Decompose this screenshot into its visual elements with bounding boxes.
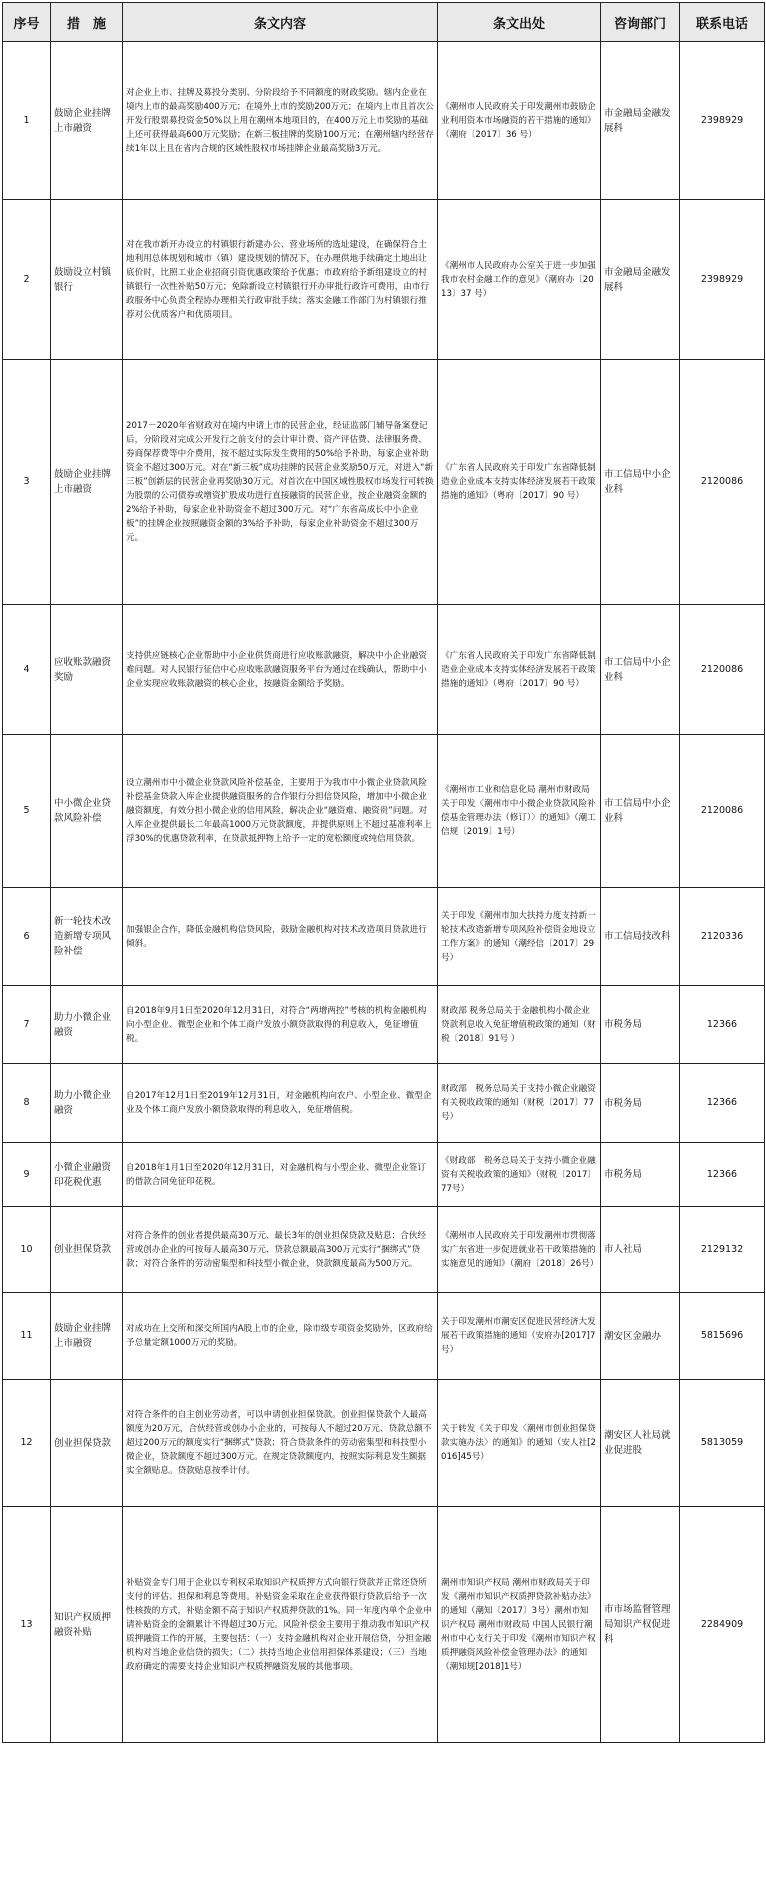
measure-cell: 应收账款融资奖励 (51, 605, 123, 735)
content-cell: 补贴资金专门用于企业以专利权采取知识产权质押方式向银行贷款并正常还贷所支付的评估、担保和利息等费用。补贴资金采取在企业获得银行贷款后给予一次性核拨的方式，补贴金额不高于知识产权质押贷款的1%。同一年度内单个企业申请补贴资金的金额累计不得超过30万元。风险补偿金主要用于推动我市知识产权质押融资工作的开展，主要包括：（一）支持金融机构对企业开展信贷，分担金融机构对当地企业信贷的损失；（二）扶持当地企业信用担保体系建设；（三）当地政府确定的需要支持企业知识产权质押融资发展的其他事项。 (123, 1507, 438, 1743)
table-row (3, 200, 765, 360)
table-row (3, 605, 765, 735)
table-row (3, 735, 765, 888)
phone-cell: 2129132 (680, 1207, 765, 1293)
row-number: 6 (3, 888, 51, 986)
measure-cell: 鼓励企业挂牌上市融资 (51, 42, 123, 200)
content-cell: 自2018年9月1日至2020年12月31日，对符合“两增两控”考核的机构金融机构向小型企业、微型企业和个体工商户发放小额贷款取得的利息收入，免征增值税。 (123, 986, 438, 1064)
source-cell: 《广东省人民政府关于印发广东省降低制造业企业成本支持实体经济发展若干政策措施的通知》（粤府〔2017〕90 号） (438, 360, 601, 605)
row-number: 2 (3, 200, 51, 360)
measure-cell: 中小微企业贷款风险补偿 (51, 735, 123, 888)
row-number: 5 (3, 735, 51, 888)
header-department: 咨询部门 (601, 3, 680, 42)
department-cell: 市工信局中小企业科 (601, 360, 680, 605)
row-number: 13 (3, 1507, 51, 1743)
row-number: 1 (3, 42, 51, 200)
table-row (3, 1143, 765, 1207)
row-number: 12 (3, 1380, 51, 1507)
measure-cell: 创业担保贷款 (51, 1207, 123, 1293)
phone-cell: 2120086 (680, 360, 765, 605)
measure-cell: 鼓励企业挂牌上市融资 (51, 1293, 123, 1380)
table-row (3, 1293, 765, 1380)
phone-cell: 12366 (680, 986, 765, 1064)
content-cell: 对成功在上交所和深交所国内A股上市的企业，除市级专项资金奖励外，区政府给予总量定额1000万元的奖励。 (123, 1293, 438, 1380)
measure-cell: 助力小微企业融资 (51, 986, 123, 1064)
table-row (3, 1380, 765, 1507)
source-cell: 《潮州市人民政府办公室关于进一步加强我市农村金融工作的意见》（潮府办〔2013〕37 号） (438, 200, 601, 360)
content-cell: 自2017年12月1日至2019年12月31日，对金融机构向农户、小型企业、微型企业及个体工商户发放小额贷款取得的利息收入，免征增值税。 (123, 1064, 438, 1143)
phone-cell: 5813059 (680, 1380, 765, 1507)
header-no: 序号 (3, 3, 51, 42)
measure-cell: 新一轮技术改造新增专项风险补偿 (51, 888, 123, 986)
content-cell: 设立潮州市中小微企业贷款风险补偿基金，主要用于为我市中小微企业贷款风险补偿基金贷款入库企业提供融资服务的合作银行分担信贷风险，增加中小微企业融资额度，有效分担小微企业的信用风险，解决企业“融资难、融资贵”问题。对入库企业提供最长二年最高1000万元贷款额度，并提供原则上不超过基准利率上浮30%的优惠贷款利率，在贷款抵押物上给予一定的宽松额度或纯信用贷款。 (123, 735, 438, 888)
row-number: 4 (3, 605, 51, 735)
content-cell: 自2018年1月1日至2020年12月31日，对金融机构与小型企业、微型企业签订的借款合同免征印花税。 (123, 1143, 438, 1207)
content-cell: 加强银企合作，降低金融机构信贷风险，鼓励金融机构对技术改造项目贷款进行倾斜。 (123, 888, 438, 986)
content-cell: 支持供应链核心企业帮助中小企业供货商进行应收账款融资，解决中小企业融资难问题。对人民银行征信中心应收账款融资服务平台为通过在线确认，帮助中小企业实现应收账款融资的核心企业，按融资金额给予奖励。 (123, 605, 438, 735)
source-cell: 《潮州市人民政府关于印发潮州市鼓励企业利用资本市场融资的若干措施的通知》（潮府〔2017〕36 号） (438, 42, 601, 200)
department-cell: 市税务局 (601, 1064, 680, 1143)
phone-cell: 12366 (680, 1064, 765, 1143)
content-cell: 对符合条件的自主创业劳动者，可以申请创业担保贷款。创业担保贷款个人最高额度为20万元，合伙经营或创办小企业的，可按每人不超过20万元、贷款总额不超过200万元的额度实行“捆绑式”贷款；符合贷款条件的劳动密集型和科技型小微企业，贷款额度不超过300万元。在规定贷款额度内，按照实际利息发生额据实全额贴息。贷款贴息按季计付。 (123, 1380, 438, 1507)
measure-cell: 知识产权质押融资补贴 (51, 1507, 123, 1743)
phone-cell: 2120086 (680, 735, 765, 888)
department-cell: 市工信局技改科 (601, 888, 680, 986)
row-number: 9 (3, 1143, 51, 1207)
measure-cell: 助力小微企业融资 (51, 1064, 123, 1143)
phone-cell: 2120086 (680, 605, 765, 735)
phone-cell: 5815696 (680, 1293, 765, 1380)
content-cell: 对符合条件的创业者提供最高30万元、最长3年的创业担保贷款及贴息；合伙经营或创办企业的可按每人最高30万元、贷款总额最高300万元实行“捆绑式”贷款；对符合条件的劳动密集型和科技型小微企业，贷款额度最高为500万元。 (123, 1207, 438, 1293)
measure-cell: 鼓励企业挂牌上市融资 (51, 360, 123, 605)
source-cell: 《财政部 税务总局关于支持小微企业融资有关税收政策的通知》（财税〔2017〕77号） (438, 1143, 601, 1207)
phone-cell: 2284909 (680, 1507, 765, 1743)
header-phone: 联系电话 (680, 3, 765, 42)
row-number: 11 (3, 1293, 51, 1380)
department-cell: 潮安区人社局就业促进股 (601, 1380, 680, 1507)
phone-cell: 2398929 (680, 42, 765, 200)
department-cell: 市税务局 (601, 986, 680, 1064)
department-cell: 市工信局中小企业科 (601, 605, 680, 735)
source-cell: 财政部 税务总局关于金融机构小微企业贷款利息收入免征增值税政策的通知（财税〔2018〕91号 ） (438, 986, 601, 1064)
content-cell: 对在我市新开办设立的村镇银行新建办公、营业场所的选址建设，在确保符合土地利用总体规划和城市（镇）建设规划的情况下，在办理供地手续确定土地出让底价时，比照工业企业招商引资优惠政策给予优惠；市政府给予新组建设立的村镇银行一次性补贴50万元；免除新设立村镇银行开办审批行政许可费用，由市行政服务中心负责全程协办理相关行政审批手续；落实金融工作部门为村镇银行推荐对公优质客户和优质项目。 (123, 200, 438, 360)
phone-cell: 2398929 (680, 200, 765, 360)
header-content: 条文内容 (123, 3, 438, 42)
table-row (3, 888, 765, 986)
content-cell: 对企业上市、挂牌及募投分类别、分阶段给予不同额度的财政奖励。辖内企业在境内上市的最高奖励400万元；在境外上市的奖励200万元；在境内上市且首次公开发行股票募投资金50%以上用在潮州本地项目的，在400万元上市奖励的基础上还可获得最高600万元奖励；在新三板挂牌的奖励100万元；在潮州辖内经营存续1年以上且在省内合规的区域性股权市场挂牌企业最高奖励3万元。 (123, 42, 438, 200)
header-source: 条文出处 (438, 3, 601, 42)
table-row (3, 1207, 765, 1293)
financing-policy-table (2, 2, 765, 1743)
department-cell: 市金融局金融发展科 (601, 42, 680, 200)
source-cell: 《潮州市工业和信息化局 潮州市财政局关于印发〈潮州市中小微企业贷款风险补偿基金管理办法（修订）〉的通知》（潮工信规〔2019〕1号） (438, 735, 601, 888)
source-cell: 《潮州市人民政府关于印发潮州市贯彻落实广东省进一步促进就业若干政策措施的实施意见的通知》（潮府〔2018〕26号） (438, 1207, 601, 1293)
source-cell: 财政部 税务总局关于支持小微企业融资有关税收政策的通知（财税〔2017〕77号） (438, 1064, 601, 1143)
source-cell: 关于印发潮州市潮安区促进民营经济大发展若干政策措施的通知（安府办[2017]7号） (438, 1293, 601, 1380)
department-cell: 市工信局中小企业科 (601, 735, 680, 888)
department-cell: 市税务局 (601, 1143, 680, 1207)
phone-cell: 2120336 (680, 888, 765, 986)
source-cell: 《广东省人民政府关于印发广东省降低制造业企业成本支持实体经济发展若干政策措施的通知》（粤府〔2017〕90 号） (438, 605, 601, 735)
measure-cell: 小微企业融资印花税优惠 (51, 1143, 123, 1207)
measure-cell: 创业担保贷款 (51, 1380, 123, 1507)
department-cell: 潮安区金融办 (601, 1293, 680, 1380)
source-cell: 关于转发《关于印发〈潮州市创业担保贷款实施办法〉的通知》的通知（安人社[2016]45号） (438, 1380, 601, 1507)
table-row (3, 1064, 765, 1143)
department-cell: 市市场监督管理局知识产权促进科 (601, 1507, 680, 1743)
table-row (3, 986, 765, 1064)
table-header-row (3, 3, 765, 42)
department-cell: 市人社局 (601, 1207, 680, 1293)
table-row (3, 360, 765, 605)
row-number: 3 (3, 360, 51, 605)
table-row (3, 42, 765, 200)
row-number: 8 (3, 1064, 51, 1143)
source-cell: 潮州市知识产权局 潮州市财政局关于印发《潮州市知识产权质押贷款补贴办法》的通知（潮知〔2017〕3号）潮州市知识产权局 潮州市财政局 中国人民银行潮州市中心支行关于印发《潮州市知识产权质押融资风险补偿金管理办法》的通知（潮知规[2018]1号） (438, 1507, 601, 1743)
department-cell: 市金融局金融发展科 (601, 200, 680, 360)
header-measure: 措 施 (51, 3, 123, 42)
measure-cell: 鼓励设立村镇银行 (51, 200, 123, 360)
table-row (3, 1507, 765, 1743)
phone-cell: 12366 (680, 1143, 765, 1207)
row-number: 7 (3, 986, 51, 1064)
row-number: 10 (3, 1207, 51, 1293)
source-cell: 关于印发《潮州市加大扶持力度支持新一轮技术改造新增专项风险补偿资金地设立工作方案》的通知（潮经信〔2017〕29号） (438, 888, 601, 986)
content-cell: 2017－2020年省财政对在境内申请上市的民营企业，经证监部门辅导备案登记后，分阶段对完成公开发行之前支付的会计审计费、资产评估费、法律服务费、券商保荐费等中介费用，按不超过实际发生费用的50%给予补助，每家企业补助资金不超过300万元。对在“新三板”成功挂牌的民营企业奖励50万元，对进入“新三板”创新层的民营企业再奖励30万元。对首次在中国区域性股权市场发行可转换为股票的公司债券或增资扩股成功进行直接融资的民营企业，按企业融资金额的2%给予补助，每家企业补助资金不超过300万元。对“广东省高成长中小企业板”的挂牌企业按照融资金额的3%给予补助，每家企业补助资金不超过300万元。 (123, 360, 438, 605)
policy-table-container (2, 2, 764, 1899)
